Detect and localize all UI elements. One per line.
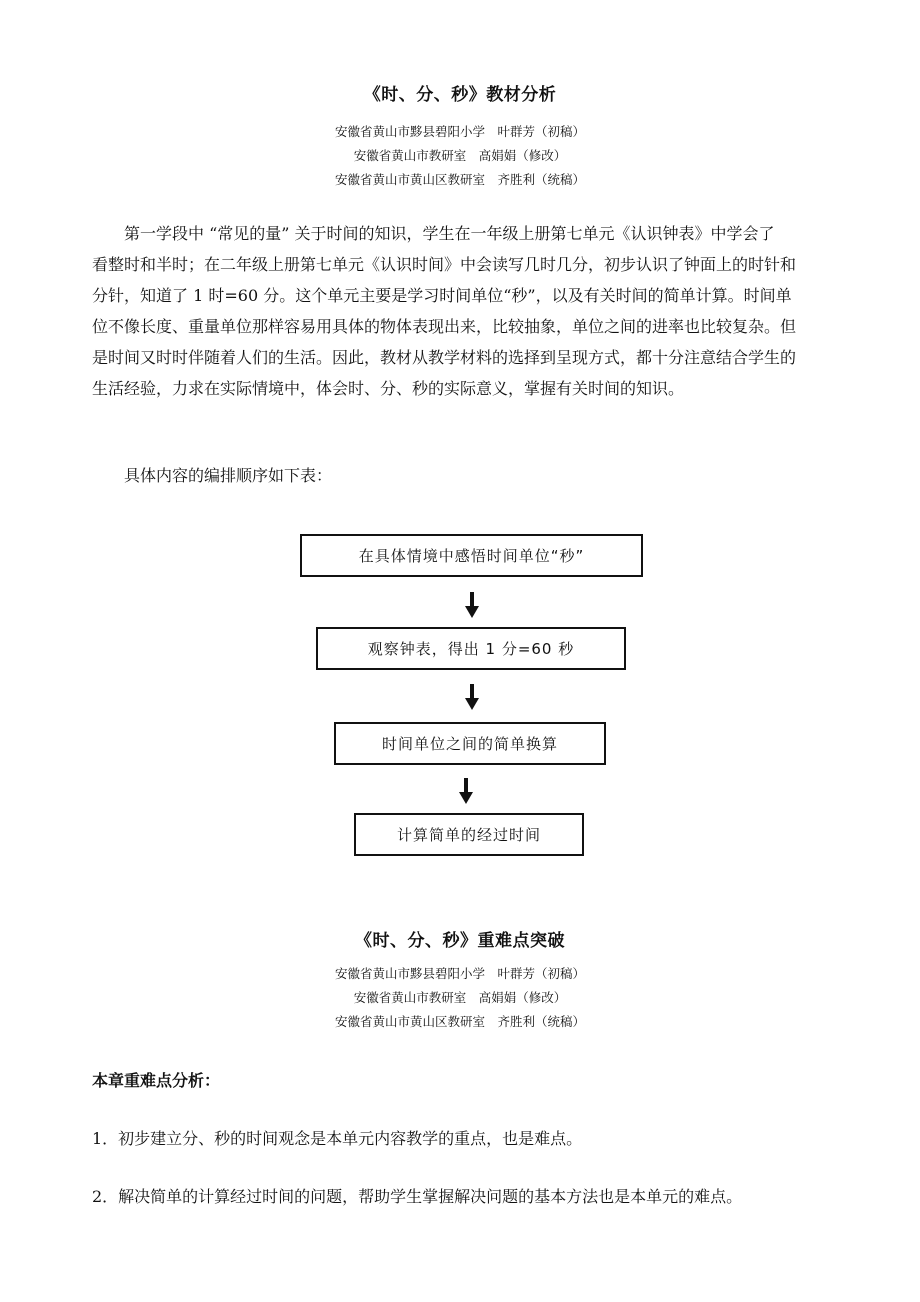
byline-line: 安徽省黄山市黟县碧阳小学 叶群芳（初稿） (334, 966, 585, 981)
section2-title: 《时、分、秒》重难点突破 (355, 931, 565, 951)
byline-line: 安徽省黄山市黟县碧阳小学 叶群芳（初稿） (334, 124, 585, 139)
flow-step-4: 计算简单的经过时间 (354, 813, 584, 856)
key-point-1: 1．初步建立分、秒的时间观念是本单元内容教学的重点，也是难点。 (92, 1129, 583, 1148)
intro-line: 是时间又时时伴随着人们的生活。因此，教材从教学材料的选择到呈现方式，都十分注意结合学生的 (92, 348, 797, 367)
intro-line: 第一学段中 “常见的量” 关于时间的知识，学生在一年级上册第七单元《认识钟表》中学会了 (92, 224, 775, 243)
flow-step-1: 在具体情境中感悟时间单位“秒” (300, 534, 643, 577)
intro-line: 看整时和半时；在二年级上册第七单元《认识时间》中会读写几时几分，初步认识了钟面上的时针和 (92, 255, 797, 274)
byline-line: 安徽省黄山市黄山区教研室 齐胜利（统稿） (334, 1014, 585, 1029)
byline-line: 安徽省黄山市黄山区教研室 齐胜利（统稿） (334, 172, 585, 187)
flow-step-3: 时间单位之间的简单换算 (334, 722, 606, 765)
key-point-2: 2．解决简单的计算经过时间的问题，帮助学生掌握解决问题的基本方法也是本单元的难点。 (92, 1187, 743, 1206)
order-intro-text: 具体内容的编排顺序如下表： (92, 466, 333, 485)
intro-line: 生活经验，力求在实际情境中，体会时、分、秒的实际意义，掌握有关时间的知识。 (92, 379, 685, 398)
section1-byline (0, 120, 920, 192)
intro-paragraph (92, 218, 880, 404)
intro-line: 分针，知道了 1 时=60 分。这个单元主要是学习时间单位“秒”，以及有关时间的简单计算。时间单 (92, 286, 792, 305)
section2-byline (0, 962, 920, 1034)
section1-title: 《时、分、秒》教材分析 (363, 85, 557, 105)
intro-line: 位不像长度、重量单位那样容易用具体的物体表现出来，比较抽象，单位之间的进率也比较复杂。但 (92, 317, 797, 336)
byline-line: 安徽省黄山市教研室 高娟娟（修改） (353, 148, 567, 163)
byline-line: 安徽省黄山市教研室 高娟娟（修改） (353, 990, 567, 1005)
key-points-heading: 本章重难点分析： (92, 1071, 221, 1090)
flow-step-2: 观察钟表，得出 1 分=60 秒 (316, 627, 626, 670)
